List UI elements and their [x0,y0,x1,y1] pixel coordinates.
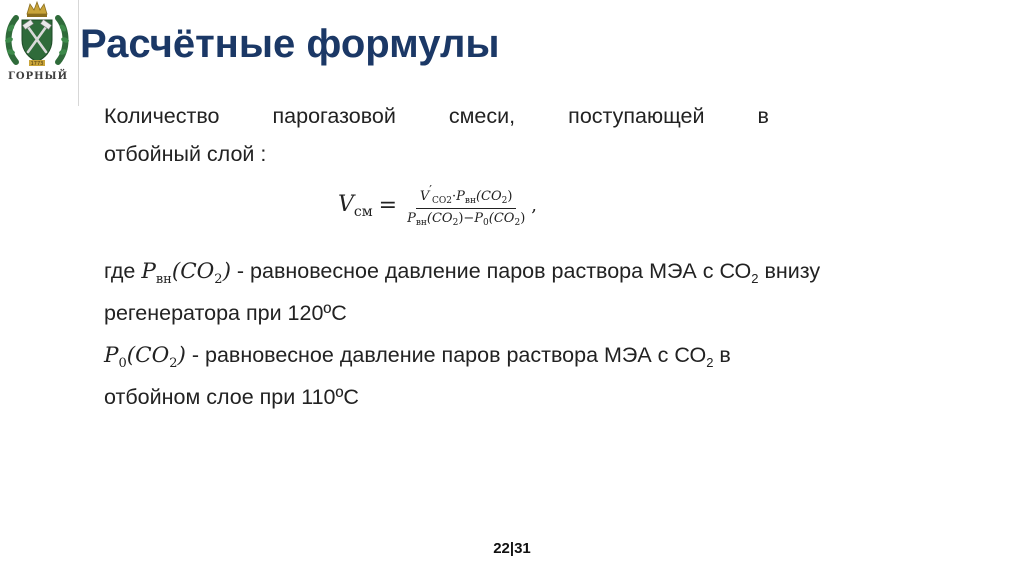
formula-denominator: $P_{вн}(CO_2)-P_0(CO_2)$ [407,211,526,228]
formula-equals: = [378,193,398,218]
intro-word: смеси, [448,104,516,128]
page-title: Расчётные формулы [80,22,500,66]
university-logo [2,0,72,96]
definition-1-line-1: где $P_{вн}(CO_2)$ - равновесное давление паров раствора МЭА с $СО_2$ внизу [104,259,821,287]
logo-divider [78,0,79,106]
intro-word: Количество [104,104,220,128]
intro-word: парогазовой [272,104,396,128]
formula-vsm [338,183,537,228]
intro-line-2: отбойный слой : [104,142,267,166]
formula-lhs: $V_{см}$ [338,191,373,220]
intro-word: поступающей [568,104,705,128]
page-indicator: 22|31 [493,540,531,557]
definition-1-line-2: регенератора при 120ºС [104,301,347,325]
intro-text [104,97,774,173]
formula-numerator: $V'_{CO2}\cdot P_{вн}(CO_2)$ [416,183,517,209]
formula-fraction [403,183,529,228]
definition-2-line-2: отбойном слое при 110ºС [104,385,359,409]
formula-comma: , [531,195,538,216]
emblem-icon [2,0,72,72]
logo-text: ГОРНЫЙ [7,71,69,82]
definition-2-line-1: $P_0(CO_2)$ - равновесное давление паров раствора МЭА с $СО_2$ в [104,343,731,371]
intro-word: в [757,104,769,128]
intro-line-1 [104,97,769,135]
definitions-text [104,250,1004,418]
logo-year: 1773 [30,61,44,67]
